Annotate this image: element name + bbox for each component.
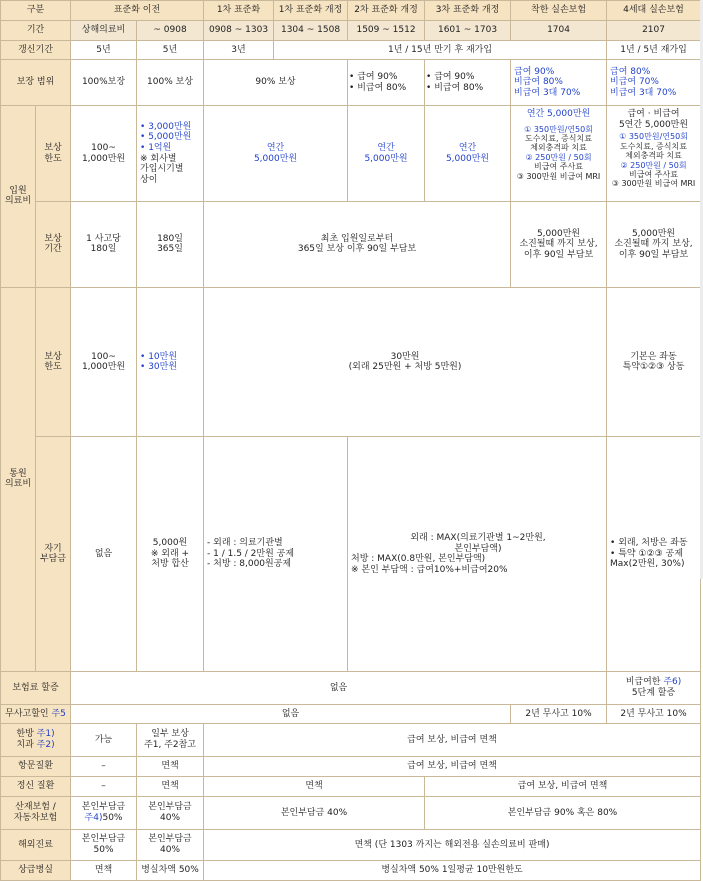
premium-diff-merged: 없음 xyxy=(71,671,607,704)
upper-room-v2: 병실차액 50% xyxy=(137,860,204,880)
anal-label: 항문질환 xyxy=(1,756,71,776)
outpatient-deductible-v1: 없음 xyxy=(71,437,137,671)
coverage-v6 xyxy=(425,60,511,106)
coverage-v6-list xyxy=(426,72,509,93)
premium-diff-v8-text: 비급여한 xyxy=(625,677,664,688)
header-2nd-revision: 2차 표준화 개정 xyxy=(348,1,425,21)
period-v8: 2107 xyxy=(607,21,701,41)
coverage-v2: 100% 보상 xyxy=(137,60,204,106)
premium-diff-v8-text: 5단계 할증 xyxy=(631,687,676,698)
oriental-row xyxy=(1,723,701,756)
overseas-v1: 본인부담금 50% xyxy=(71,829,137,860)
inpatient-limit-v8-line: ③ 300만원 비급여 MRI xyxy=(611,179,696,189)
period-v5: 1509 ~ 1512 xyxy=(348,21,425,41)
inpatient-period-v7: 5,000만원 소진될때 까지 보상, 이후 90일 부담보 xyxy=(607,202,701,288)
industrial-v1-text: 본인부담금 xyxy=(81,802,126,813)
renewal-v2: 5년 xyxy=(137,41,204,60)
renewal-v1: 5년 xyxy=(71,41,137,60)
outpatient-deductible-v3-list xyxy=(207,538,346,570)
mental-v1: – xyxy=(71,776,137,796)
oriental-v2: 일부 보상 주1, 주2참고 xyxy=(137,723,204,756)
inpatient-limit-v2-line: • 3,000만원 xyxy=(140,122,202,133)
coverage-v5-line: • 비급여 80% xyxy=(349,83,423,94)
premium-diff-v8 xyxy=(607,671,701,704)
premium-diff-v8-note: 주6) xyxy=(663,677,682,688)
premium-diff-row xyxy=(1,671,701,704)
coverage-label: 보장 범위 xyxy=(1,60,71,106)
header-1st-revision: 1차 표준화 개정 xyxy=(274,1,348,21)
period-v2: ~ 0908 xyxy=(137,21,204,41)
outpatient-deductible-v5-line: ※ 본인 부담액 : 급여10%+비급여20% xyxy=(351,564,508,575)
coverage-v8 xyxy=(607,60,701,106)
outpatient-deductible-v3-line: - 외래 : 의료기관별 xyxy=(207,538,346,549)
outpatient-deductible-v7-line: • 특약 ①②③ 공제 Max(2만원, 30%) xyxy=(610,549,699,570)
mental-v2: 면책 xyxy=(137,776,204,796)
overseas-label: 해외진료 xyxy=(1,829,71,860)
inpatient-limit-v8-line: ② 250만원 / 50회 xyxy=(620,160,687,170)
header-good-insurance: 착한 실손보험 xyxy=(511,1,607,21)
inpatient-limit-v8-line: 도수치료, 증식치료 체외충격파 치료 xyxy=(620,141,687,161)
dental-label-text: 치과 xyxy=(16,739,37,750)
outpatient-deductible-label: 자기 부담금 xyxy=(36,437,71,671)
no-claim-note: 주5 xyxy=(51,708,66,719)
outpatient-deductible-v7 xyxy=(607,437,701,671)
no-claim-label xyxy=(1,704,71,723)
upper-room-row xyxy=(1,860,701,880)
inpatient-limit-v8-line: ① 350만원/연50회 xyxy=(619,132,688,142)
mental-label: 정신 질환 xyxy=(1,776,71,796)
inpatient-limit-v7-line: ① 350만원/연50회 xyxy=(524,124,593,134)
upper-room-merged: 병실차액 50% 1일평균 10만원한도 xyxy=(204,860,701,880)
coverage-v5-line: • 급여 90% xyxy=(349,72,423,83)
outpatient-deductible-v3 xyxy=(204,437,348,671)
inpatient-limit-v6: 연간 5,000만원 xyxy=(425,106,511,202)
industrial-v1-note: 주4) xyxy=(84,812,103,823)
inpatient-limit-v2 xyxy=(137,106,204,202)
industrial-row xyxy=(1,796,701,829)
outpatient-deductible-v3-line: - 처방 : 8,000원공제 xyxy=(207,559,346,570)
industrial-v1-text: 50% xyxy=(102,812,123,823)
industrial-mid: 본인부담금 40% xyxy=(204,796,425,829)
coverage-row xyxy=(1,60,701,106)
no-claim-label-text: 무사고할인 xyxy=(5,708,52,719)
inpatient-limit-v2-list xyxy=(140,122,202,154)
renewal-merged: 1년 / 15년 만기 후 재가입 xyxy=(274,41,607,60)
oriental-label xyxy=(1,723,71,756)
inpatient-limit-row xyxy=(1,106,701,202)
outpatient-deductible-v3-line: - 1 / 1.5 / 2만원 공제 xyxy=(207,549,346,560)
period-v4: 1304 ~ 1508 xyxy=(274,21,348,41)
header-category: 구분 xyxy=(1,1,71,21)
overseas-row xyxy=(1,829,701,860)
renewal-v8: 1년 / 5년 재가입 xyxy=(607,41,701,60)
outpatient-deductible-v5 xyxy=(348,437,607,671)
inpatient-period-label: 보상 기간 xyxy=(36,202,71,288)
period-v6: 1601 ~ 1703 xyxy=(425,21,511,41)
inpatient-period-v1: 1 사고당 180일 xyxy=(71,202,137,288)
mental-right: 급여 보상, 비급여 면책 xyxy=(425,776,701,796)
outpatient-limit-v1: 100~ 1,000만원 xyxy=(71,287,137,437)
mental-mid: 면책 xyxy=(204,776,425,796)
inpatient-limit-v8-line: 비급여 주사료 xyxy=(629,169,678,179)
industrial-v1 xyxy=(71,796,137,829)
header-row xyxy=(1,1,701,21)
period-row xyxy=(1,21,701,41)
period-v1: 상해의료비 xyxy=(71,21,137,41)
inpatient-limit-v2-note: ※ 회사별 가입시기별 상이 xyxy=(140,153,184,185)
upper-room-label: 상급병실 xyxy=(1,860,71,880)
inpatient-limit-label: 보상 한도 xyxy=(36,106,71,202)
inpatient-period-merged: 최초 입원일로부터 365일 보상 이후 90일 부담보 xyxy=(204,202,511,288)
overseas-v2: 본인부담금 40% xyxy=(137,829,204,860)
no-claim-merged: 없음 xyxy=(71,704,511,723)
oriental-merged: 급여 보상, 비급여 면책 xyxy=(204,723,701,756)
anal-merged: 급여 보상, 비급여 면책 xyxy=(204,756,701,776)
coverage-v7-line: 급여 90% xyxy=(514,66,555,77)
inpatient-limit-v3: 연간 5,000만원 xyxy=(204,106,348,202)
outpatient-deductible-v2: 5,000원 ※ 외래 + 처방 합산 xyxy=(137,437,204,671)
renewal-v3: 3년 xyxy=(204,41,274,60)
inpatient-limit-v5: 연간 5,000만원 xyxy=(348,106,425,202)
coverage-v7-line: 비급여 3대 70% xyxy=(514,87,581,98)
outpatient-deductible-v7-list xyxy=(610,538,699,570)
inpatient-limit-v7-line: ③ 300만원 비급여 MRI xyxy=(516,171,601,181)
coverage-v8-line: 비급여 70% xyxy=(610,77,659,88)
period-v3: 0908 ~ 1303 xyxy=(204,21,274,41)
inpatient-limit-v1: 100~ 1,000만원 xyxy=(71,106,137,202)
coverage-v7-line: 비급여 80% xyxy=(514,77,563,88)
outpatient-limit-merged: 30만원 (외래 25만원 + 처방 5만원) xyxy=(204,287,607,437)
outpatient-deductible-row xyxy=(1,437,701,671)
period-v7: 1704 xyxy=(511,21,607,41)
inpatient-limit-v8 xyxy=(607,106,701,202)
inpatient-limit-v7-title: 연간 5,000만원 xyxy=(526,109,591,119)
outpatient-limit-v2 xyxy=(137,287,204,437)
outpatient-limit-v2-line: • 10만원 xyxy=(140,352,202,363)
no-claim-row xyxy=(1,704,701,723)
no-claim-v7: 2년 무사고 10% xyxy=(511,704,607,723)
coverage-v6-line: • 비급여 80% xyxy=(426,83,509,94)
coverage-v5 xyxy=(348,60,425,106)
overseas-merged: 면책 (단 1303 까지는 해외전용 실손의료비 판매) xyxy=(204,829,701,860)
outpatient-group-label: 통원 의료비 xyxy=(1,287,36,671)
upper-room-v1: 면책 xyxy=(71,860,137,880)
period-label: 기간 xyxy=(1,21,71,41)
inpatient-limit-v7 xyxy=(511,106,607,202)
inpatient-limit-v2-line: • 5,000만원 xyxy=(140,132,202,143)
header-4th-gen: 4세대 실손보험 xyxy=(607,1,701,21)
outpatient-limit-row xyxy=(1,287,701,437)
inpatient-limit-v7-line: 비급여 주사료 xyxy=(534,162,583,172)
header-3rd-revision: 3차 표준화 개정 xyxy=(425,1,511,21)
coverage-v7 xyxy=(511,60,607,106)
anal-v2: 면책 xyxy=(137,756,204,776)
coverage-v8-line: 급여 80% xyxy=(610,66,651,77)
premium-diff-label: 보험료 할증 xyxy=(1,671,71,704)
outpatient-limit-label: 보상 한도 xyxy=(36,287,71,437)
header-pre-standard: 표준화 이전 xyxy=(71,1,204,21)
outpatient-deductible-v5-line: 처방 : MAX(0.8만원, 본인부담액) xyxy=(351,554,486,565)
outpatient-limit-v2-list xyxy=(140,352,202,373)
oriental-label-text: 한방 xyxy=(16,729,37,740)
dental-note: 주2) xyxy=(36,739,55,750)
renewal-label: 갱신기간 xyxy=(1,41,71,60)
oriental-note: 주1) xyxy=(36,729,55,740)
inpatient-period-row xyxy=(1,202,701,288)
oriental-v1: 가능 xyxy=(71,723,137,756)
anal-v1: – xyxy=(71,756,137,776)
inpatient-group-label: 입원 의료비 xyxy=(1,106,36,288)
outpatient-deductible-v7-line: • 외래, 처방은 좌동 xyxy=(610,538,699,549)
coverage-v5-list xyxy=(349,72,423,93)
industrial-right: 본인부담금 90% 혹은 80% xyxy=(425,796,701,829)
coverage-v8-line: 비급여 3대 70% xyxy=(610,87,677,98)
no-claim-v8: 2년 무사고 10% xyxy=(607,704,701,723)
inpatient-limit-v7-line: 도수치료, 증식치료 체외충격파 치료 xyxy=(525,134,592,153)
outpatient-limit-v7: 기본은 좌동 특약①②③ 상동 xyxy=(607,287,701,437)
mental-row xyxy=(1,776,701,796)
inpatient-period-v2: 180일 365일 xyxy=(137,202,204,288)
anal-row xyxy=(1,756,701,776)
inpatient-limit-v7-line: ② 250만원 / 50회 xyxy=(525,152,592,162)
coverage-v1: 100%보장 xyxy=(71,60,137,106)
coverage-merged: 90% 보상 xyxy=(204,60,348,106)
header-1st-standard: 1차 표준화 xyxy=(204,1,274,21)
inpatient-limit-v8-title: 급여 · 비급여 5연간 5,000만원 xyxy=(618,109,689,130)
renewal-row xyxy=(1,41,701,60)
industrial-v2: 본인부담금 40% xyxy=(137,796,204,829)
industrial-label: 산재보험 / 자동차보험 xyxy=(1,796,71,829)
inpatient-limit-v2-line: • 1억원 xyxy=(140,143,202,154)
outpatient-limit-v2-line: • 30만원 xyxy=(140,362,202,373)
outpatient-deductible-v5-line: 외래 : MAX(의료기관별 1~2만원, 본인부담액) xyxy=(410,532,546,554)
coverage-v6-line: • 급여 90% xyxy=(426,72,509,83)
inpatient-period-v6: 5,000만원 소진될때 까지 보상, 이후 90일 부담보 xyxy=(511,202,607,288)
